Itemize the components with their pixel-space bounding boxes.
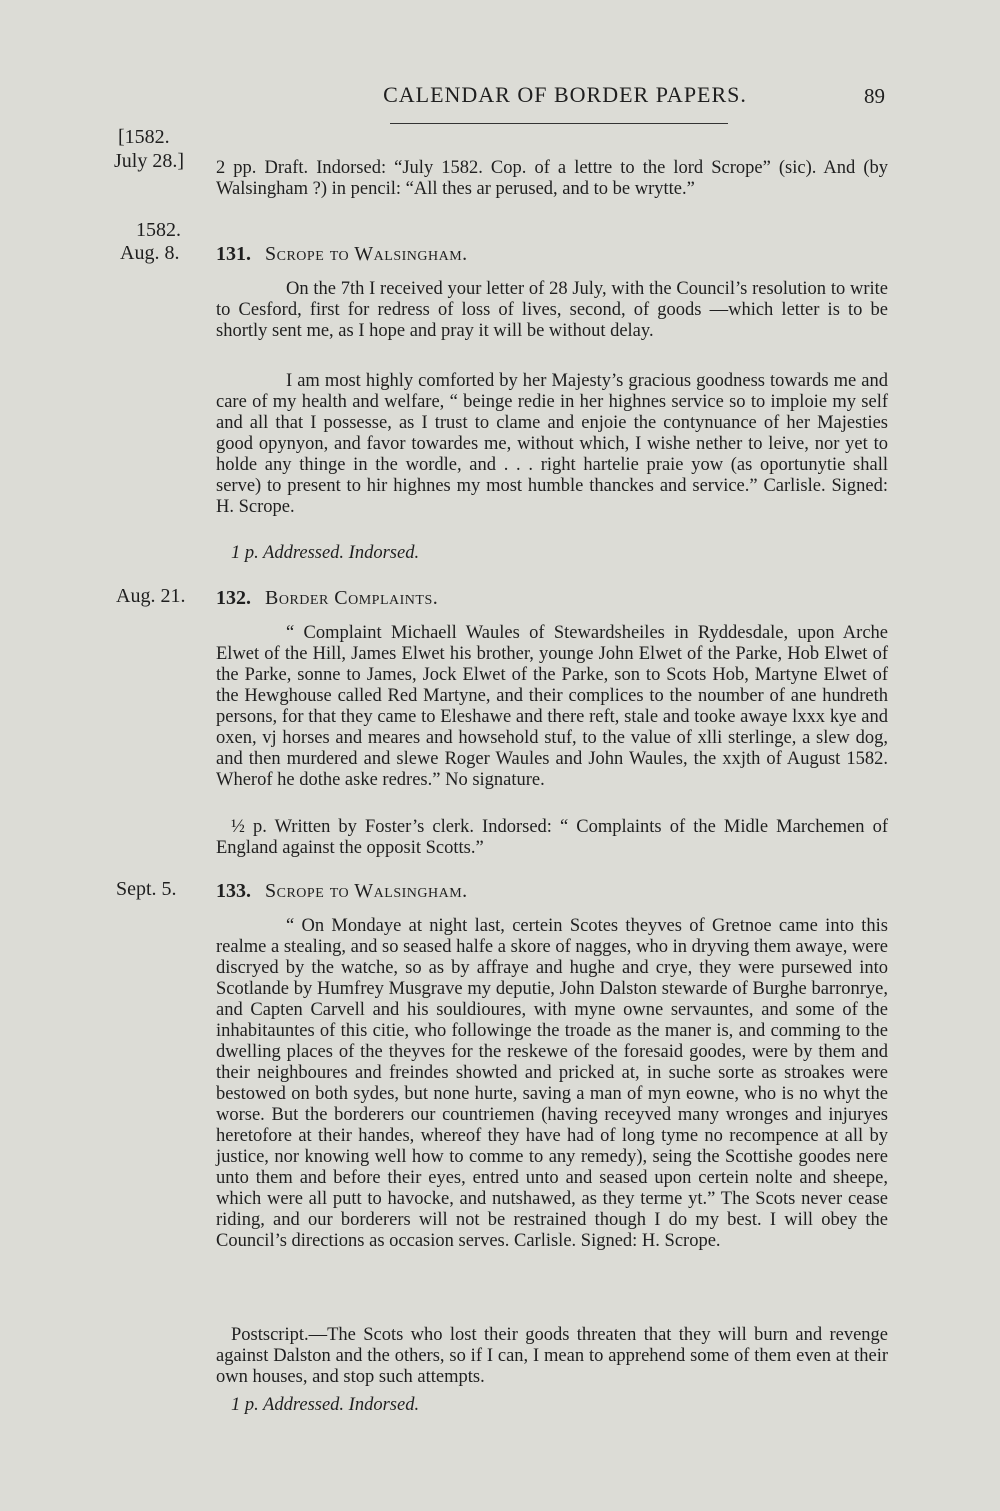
entry-133-postscript: Postscript.—The Scots who lost their goods threaten that they will burn and revenge against Dalston and the others, so if I can, I mean to apprehend some of them even at their own houses, and stop such attempts. bbox=[216, 1325, 888, 1387]
prev-entry-note: 2 pp. Draft. Indorsed: “July 1582. Cop. of a lettre to the lord Scrope” (sic). And (by Walsingham ?) in pencil: “All thes ar perused, and to be wrytte.” bbox=[216, 158, 888, 199]
header-rule bbox=[390, 123, 728, 124]
margin-date-july-28: July 28.] bbox=[114, 150, 184, 172]
entry-131-title: Scrope to Walsingham. bbox=[265, 243, 468, 265]
entry-132-note: ½ p. Written by Foster’s clerk. Indorsed: “ Complaints of the Midle Marchemen of England against the opposit Scotts.” bbox=[216, 817, 888, 858]
entry-132-paragraph-1: “ Complaint Michaell Waules of Stewardsheiles in Ryddesdale, upon Arche Elwet of the Hill, James Elwet his brother, younge John Elwet of the Parke, Hob Elwet of the Parke, sonne to James, Jock Elwet of the Parke, son to Scots Hob, Martyne Elwet of the Hewghouse called Red Martyne, and their complices to the noumber of ane hundreth persons, for that they came to Eleshawe and there reft, stale and tooke awaye lxxx kye and oxen, vj horses and meares and howsehold stuf, to the value of xlli sterlinge, a slew dog, and then murdered and slewe Roger Waules and John Waules, the xxjth of August 1582. Wherof he dothe aske redres.” No signature. bbox=[216, 623, 888, 790]
entry-133-paragraph-1: “ On Mondaye at night last, certein Scotes theyves of Gretnoe came into this realme a stealing, and so seased halfe a skore of nagges, who in dryving them awaye, were discryed by the watche, so as by affraye and hughe and crye, they were pursewed into Scotlande by Humfrey Musgrave my deputie, John Dalston stewarde of Burghe barronrye, and Capten Carvell and his souldioures, with myne owne servauntes, and some of the inhabitauntes of this citie, who followinge the troade as the maner is, and comming to the dwelling places of the theyves for the reskewe of the foresaid goodes, were by them and their neighboures and freindes showted and pricked at, in suche sorte as stroakes were bestowed on both sydes, but none hurte, saving a man of myn eowne, who is no whyt the worse. But the borderers our countriemen (having receyved many wronges and injuryes heretofore at their handes, whereof they have had of long tyme no recompence at all by justice, nor knowing well how to comme to any remedy), seing the Scottishe goodes nere unto them and before their eyes, entred unto and seased upon certein nolte and sheepe, which were all putt to havocke, and nutshawed, as they terme yt.” The Scots never cease riding, and our borderers will not be restrained though I do my best. I will obey the Council’s directions as occasion serves. Carlisle. Signed: H. Scrope. bbox=[216, 916, 888, 1251]
entry-133-title: Scrope to Walsingham. bbox=[265, 880, 468, 902]
page-number: 89 bbox=[864, 84, 885, 108]
entry-132-heading-row bbox=[216, 587, 438, 610]
entry-131-note: 1 p. Addressed. Indorsed. bbox=[231, 543, 420, 563]
entry-131-number: 131. bbox=[216, 243, 251, 265]
entry-131-date: Aug. 8. bbox=[120, 242, 180, 264]
entry-133-number: 133. bbox=[216, 880, 251, 902]
entry-131-paragraph-2: I am most highly comforted by her Majesty’s gracious goodness towards me and care of my health and welfare, “ beinge redie in her highnes service so to imploie my self and all that I possesse, as I trust to clame and enjoie the contynuance of her Majesties good opynyon, and favor towardes me, without which, I wishe nether to leive, nor yet to holde any thinge in the wordle, and . . . right hartelie praie yow (as oportunytie shall serve) to present to hir highnes my most humble thanckes and service.” Carlisle. Signed: H. Scrope. bbox=[216, 371, 888, 517]
margin-year-1582: 1582. bbox=[136, 219, 181, 241]
entry-133-heading-row bbox=[216, 880, 468, 903]
entry-132-number: 132. bbox=[216, 587, 251, 609]
margin-year-bracket: [1582. bbox=[118, 126, 170, 148]
entry-132-date: Aug. 21. bbox=[116, 585, 186, 607]
entry-133-date: Sept. 5. bbox=[116, 878, 177, 900]
entry-131-paragraph-1: On the 7th I received your letter of 28 July, with the Council’s resolution to write to Cesford, first for redress of loss of lives, second, of goods —which letter is to be shortly sent me, as I hope and pray it will be without delay. bbox=[216, 279, 888, 341]
running-header-title: CALENDAR OF BORDER PAPERS. bbox=[383, 82, 747, 107]
entry-133-note: 1 p. Addressed. Indorsed. bbox=[231, 1395, 420, 1415]
entry-131-heading-row bbox=[216, 243, 468, 266]
entry-132-title: Border Complaints. bbox=[265, 587, 439, 609]
